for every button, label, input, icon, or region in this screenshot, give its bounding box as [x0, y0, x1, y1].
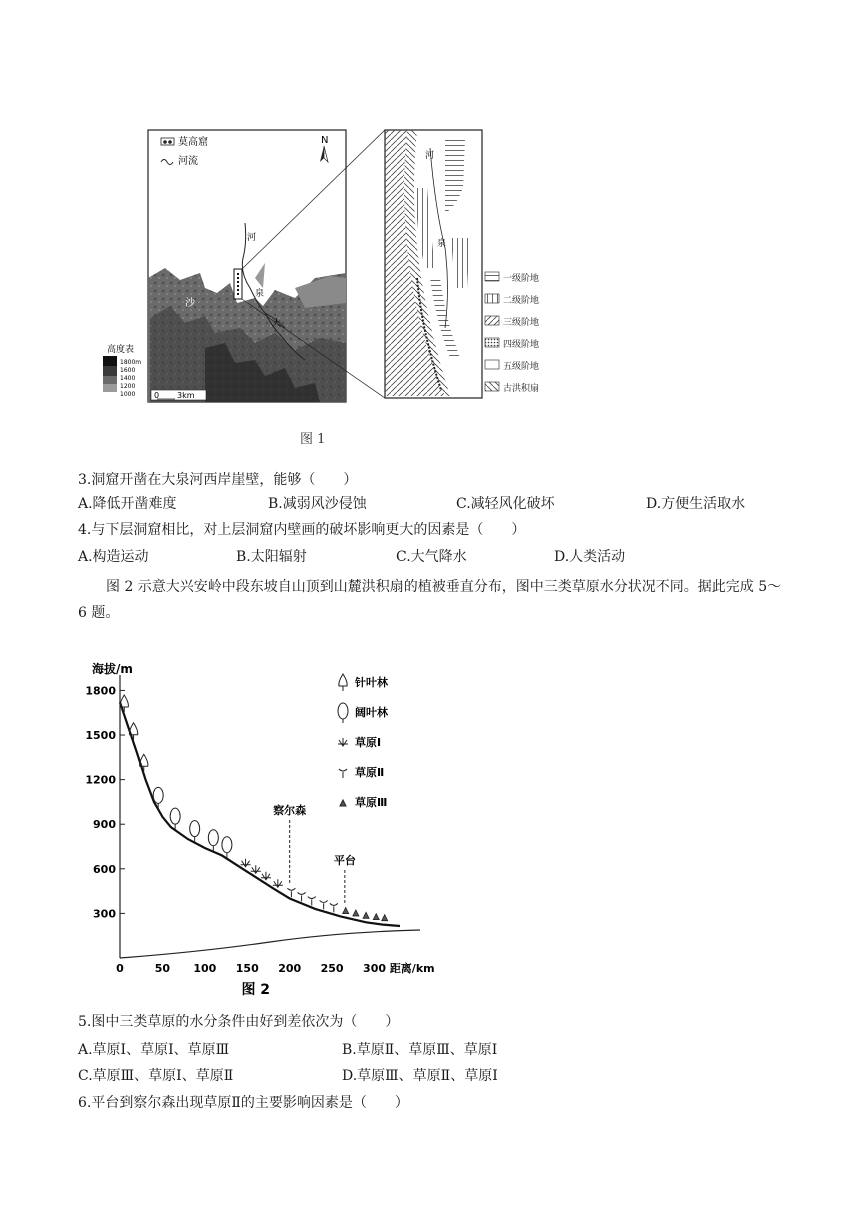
broadleaf-tree-icon [190, 821, 200, 837]
svg-text:高度表: 高度表 [107, 345, 135, 355]
x-tick-label: 150 [235, 962, 259, 975]
grassland-3-icon [373, 914, 379, 920]
terrace-level-3: 三级阶地 [503, 318, 540, 328]
q3-option-b: B.减弱风沙侵蚀 [268, 496, 367, 512]
elevation-legend [103, 343, 141, 398]
x-tick-label: 300 [363, 962, 387, 975]
svg-text:1400: 1400 [120, 375, 136, 382]
grassland-2-icon [287, 888, 295, 897]
grassland-2-icon [298, 892, 306, 901]
x-tick-label: 0 [116, 962, 124, 975]
inset-terrace-map [385, 130, 482, 398]
figure-1-map [107, 128, 490, 403]
legend-river: 河流 [178, 156, 198, 167]
legend-grassland-3-icon [340, 800, 346, 806]
legend-broadleaf-icon [338, 703, 348, 719]
grassland-1-icon [251, 865, 261, 873]
question-3-stem: 3.洞窟开凿在大泉河西岸崖壁，能够（ ） [78, 472, 358, 488]
grassland-2-icon [308, 897, 316, 906]
q3-option-a: A.降低开凿难度 [78, 496, 177, 512]
terrace-level-1: 一级阶地 [503, 274, 540, 284]
question-4-stem: 4.与下层洞窟相比，对上层洞窟内壁画的破坏影响更大的因素是（ ） [78, 522, 526, 538]
grassland-3-icon [382, 915, 388, 921]
legend-label: 草原Ⅲ [355, 796, 388, 809]
svg-text:1600: 1600 [120, 367, 136, 374]
broadleaf-tree-icon [208, 830, 218, 846]
x-axis-label: 距离/km [389, 962, 435, 975]
terrace-legend-labels [503, 268, 539, 400]
grassland-1-icon [241, 859, 251, 867]
svg-text:1800m: 1800m [120, 359, 142, 366]
terrace-alluvial-fan: 古洪积扇 [503, 384, 540, 394]
q4-option-a: A.构造运动 [78, 549, 149, 565]
x-tick-label: 100 [193, 962, 217, 975]
broadleaf-tree-icon [153, 787, 163, 803]
terrace-level-2: 二级阶地 [503, 296, 540, 306]
river-label-quan: 泉 [255, 289, 265, 299]
terrace-level-4: 四级阶地 [503, 340, 540, 350]
broadleaf-tree-icon [170, 808, 180, 824]
legend-grassland-2-icon [339, 769, 347, 778]
legend-conifer-icon [339, 674, 347, 691]
y-tick-label: 1800 [85, 684, 116, 698]
broadleaf-tree-icon [222, 837, 232, 853]
river-label-he: 河 [247, 233, 257, 243]
legend-mogao: 莫高窟 [178, 137, 208, 148]
intro-paragraph: 图 2 示意大兴安岭中段东坡自山顶到山麓洪积扇的植被垂直分布，图中三类草原水分状况不同。据此完成 5～6 题。 [78, 579, 782, 621]
x-tick-label: 50 [154, 962, 171, 975]
q5-option-a: A.草原Ⅰ、草原Ⅰ、草原Ⅲ [78, 1042, 230, 1058]
q3-option-d: D.方便生活取水 [646, 496, 746, 512]
y-axis-label: 海拔/m [92, 662, 133, 676]
inset-label-he: 河 [425, 151, 435, 161]
q5-option-d: D.草原Ⅲ、草原Ⅱ、草原Ⅰ [342, 1068, 498, 1084]
map-label-ming: 鸣 [173, 255, 183, 266]
y-tick-label: 900 [93, 818, 116, 832]
q5-option-c: C.草原Ⅲ、草原Ⅰ、草原Ⅱ [78, 1068, 234, 1084]
chart-title: 图 2 [241, 982, 271, 998]
q4-option-d: D.人类活动 [554, 549, 626, 565]
q4-option-c: C.大气降水 [396, 549, 467, 565]
q5-option-b: B.草原Ⅱ、草原Ⅲ、草原Ⅰ [342, 1042, 498, 1058]
grassland-1-icon [261, 872, 271, 880]
terrace-level-5: 五级阶地 [503, 362, 540, 372]
question-5-stem: 5.图中三类草原的水分条件由好到差依次为（ ） [78, 1014, 400, 1030]
x-tick-label: 200 [278, 962, 302, 975]
legend-label: 草原Ⅱ [355, 766, 385, 779]
grassland-3-icon [343, 908, 349, 914]
x-tick-label: 250 [320, 962, 344, 975]
grassland-3-icon [363, 912, 369, 918]
terrace-legend [485, 272, 499, 391]
q4-option-b: B.太阳辐射 [236, 549, 307, 565]
annotation-label: 平台 [333, 854, 356, 867]
svg-text:N: N [321, 135, 329, 146]
grassland-2-icon [320, 900, 328, 909]
figure-2-chart [85, 646, 438, 998]
scale-bar [151, 390, 206, 400]
legend-label: 草原Ⅰ [355, 736, 382, 749]
question-6-stem: 6.平台到察尔森出现草原Ⅱ的主要影响因素是（ ） [78, 1095, 409, 1111]
grassland-3-icon [353, 910, 359, 916]
inset-label-quan: 泉 [437, 239, 447, 249]
grassland-2-icon [330, 903, 338, 912]
map-label-sha: 沙 [185, 298, 195, 309]
y-tick-label: 300 [93, 907, 116, 921]
y-tick-label: 600 [93, 862, 116, 876]
q3-option-c: C.减轻风化破坏 [456, 496, 555, 512]
river-label-da: 大 [272, 319, 282, 329]
legend-label: 阔叶林 [355, 706, 388, 719]
svg-text:1000: 1000 [120, 391, 136, 398]
annotation-label: 察尔森 [273, 804, 307, 817]
grassland-1-icon [273, 879, 283, 887]
svg-text:3km: 3km [177, 391, 195, 400]
svg-text:0: 0 [154, 391, 160, 400]
svg-text:1200: 1200 [120, 383, 136, 390]
legend-grassland-1-icon [338, 738, 348, 746]
legend-label: 针叶林 [355, 676, 388, 689]
y-tick-label: 1500 [85, 729, 116, 743]
figure-1-caption: 图 1 [300, 432, 326, 447]
y-tick-label: 1200 [85, 773, 116, 787]
x-axis-baseline [120, 930, 420, 958]
